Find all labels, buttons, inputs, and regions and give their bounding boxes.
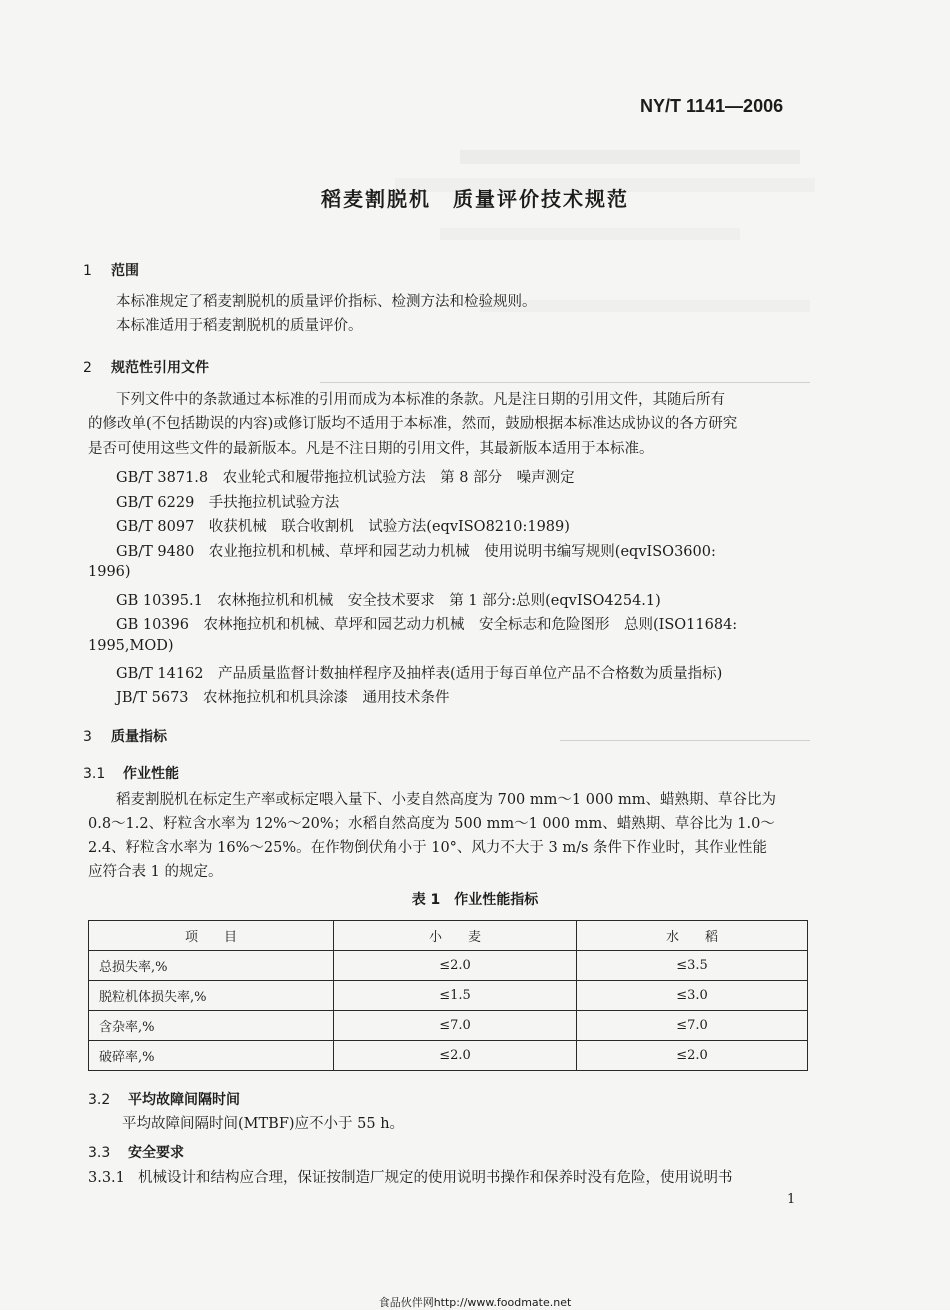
paragraph-line: 是否可使用这些文件的最新版本。凡是不注日期的引用文件，其最新版本适用于本标准。 (88, 441, 654, 457)
table-cell: ≤7.0 (334, 1011, 577, 1041)
section-title: 平均故障间隔时间 (128, 1092, 240, 1108)
section-number: 3.3 (88, 1145, 111, 1161)
section-2-heading (83, 357, 209, 377)
section-title: 规范性引用文件 (111, 360, 209, 376)
table-cell: ≤3.0 (577, 981, 808, 1011)
table-cell: ≤7.0 (577, 1011, 808, 1041)
reference-item-continuation: 1995,MOD) (88, 638, 174, 654)
paragraph-line: 的修改单(不包括勘误的内容)或修订版均不适用于本标准，然而，鼓励根据本标准达成协议的各方研究 (88, 416, 738, 432)
bleed-through-line (560, 740, 810, 741)
standard-code: NY/T 1141—2006 (640, 96, 784, 116)
section-number: 3.1 (83, 766, 106, 782)
table-row (89, 951, 808, 981)
clause-number: 3.3.1 (88, 1170, 125, 1186)
footer-watermark: 食品伙伴网http://www.foodmate.net (378, 1296, 572, 1309)
table-header-cell: 项 目 (89, 921, 334, 951)
table-row (89, 1041, 808, 1071)
section-title: 质量指标 (111, 729, 167, 745)
section-number: 3.2 (88, 1092, 111, 1108)
table-cell: 含杂率,% (89, 1011, 334, 1041)
document-title: 稻麦割脱机 质量评价技术规范 (321, 187, 629, 211)
clause-text: 机械设计和结构应合理，保证按制造厂规定的使用说明书操作和保养时没有危险，使用说明书 (138, 1170, 733, 1186)
page-number: 1 (787, 1192, 796, 1207)
table-row (89, 981, 808, 1011)
table-cell: ≤2.0 (334, 1041, 577, 1071)
reference-item: GB/T 14162 产品质量监督计数抽样程序及抽样表(适用于每百单位产品不合格数为质量指标) (116, 666, 723, 682)
section-number: 2 (83, 360, 92, 376)
paragraph: 本标准适用于稻麦割脱机的质量评价。 (116, 318, 363, 334)
table-row (89, 1011, 808, 1041)
section-title: 范围 (111, 263, 139, 279)
section-3-2-heading (88, 1089, 240, 1109)
paragraph-line: 0.8～1.2、籽粒含水率为 12%～20%；水稻自然高度为 500 mm～1 000 mm、蜡熟期、草谷比为 1.0～ (88, 816, 775, 832)
section-title: 安全要求 (128, 1145, 184, 1161)
section-3-1-heading (83, 763, 179, 783)
section-number: 1 (83, 263, 92, 279)
reference-item: GB/T 3871.8 农业轮式和履带拖拉机试验方法 第 8 部分 噪声测定 (116, 470, 575, 486)
paragraph-line: 应符合表 1 的规定。 (88, 864, 223, 880)
bleed-through-mark (460, 150, 800, 164)
paragraph-line (88, 1166, 733, 1190)
paragraph: 本标准规定了稻麦割脱机的质量评价指标、检测方法和检验规则。 (116, 294, 537, 310)
performance-table (88, 920, 808, 1071)
paragraph-line: 下列文件中的条款通过本标准的引用而成为本标准的条款。凡是注日期的引用文件，其随后所有 (116, 392, 725, 408)
reference-item: GB/T 9480 农业拖拉机和机械、草坪和园艺动力机械 使用说明书编写规则(eqvISO3600: (116, 544, 716, 560)
paragraph: 平均故障间隔时间(MTBF)应不小于 55 h。 (122, 1116, 405, 1132)
table-cell: ≤1.5 (334, 981, 577, 1011)
reference-item: GB/T 6229 手扶拖拉机试验方法 (116, 495, 340, 511)
table-cell: 脱粒机体损失率,% (89, 981, 334, 1011)
table-header-row (89, 921, 808, 951)
table-header-cell: 小 麦 (334, 921, 577, 951)
section-title: 作业性能 (123, 766, 179, 782)
table-cell: ≤2.0 (334, 951, 577, 981)
section-3-3-heading (88, 1142, 184, 1162)
bleed-through-line (320, 382, 810, 383)
section-number: 3 (83, 729, 92, 745)
paragraph-line: 稻麦割脱机在标定生产率或标定喂入量下、小麦自然高度为 700 mm～1 000 mm、蜡熟期、草谷比为 (116, 792, 777, 808)
table-cell: 破碎率,% (89, 1041, 334, 1071)
reference-item: GB 10396 农林拖拉机和机械、草坪和园艺动力机械 安全标志和危险图形 总则(ISO11684: (116, 617, 738, 633)
table-caption: 表 1 作业性能指标 (411, 892, 539, 908)
table-cell: ≤3.5 (577, 951, 808, 981)
section-1-heading (83, 260, 139, 280)
table-cell: 总损失率,% (89, 951, 334, 981)
reference-item: JB/T 5673 农林拖拉机和机具涂漆 通用技术条件 (116, 690, 450, 706)
bleed-through-mark (440, 228, 740, 240)
reference-item: GB 10395.1 农林拖拉机和机械 安全技术要求 第 1 部分:总则(eqvISO4254.1) (116, 593, 661, 609)
reference-item-continuation: 1996) (88, 564, 131, 580)
table-header-cell: 水 稻 (577, 921, 808, 951)
paragraph-line: 2.4、籽粒含水率为 16%～25%。在作物倒伏角小于 10°、风力不大于 3 m/s 条件下作业时，其作业性能 (88, 840, 768, 856)
table-cell: ≤2.0 (577, 1041, 808, 1071)
section-3-heading (83, 726, 167, 746)
reference-item: GB/T 8097 收获机械 联合收割机 试验方法(eqvISO8210:1989) (116, 519, 570, 535)
